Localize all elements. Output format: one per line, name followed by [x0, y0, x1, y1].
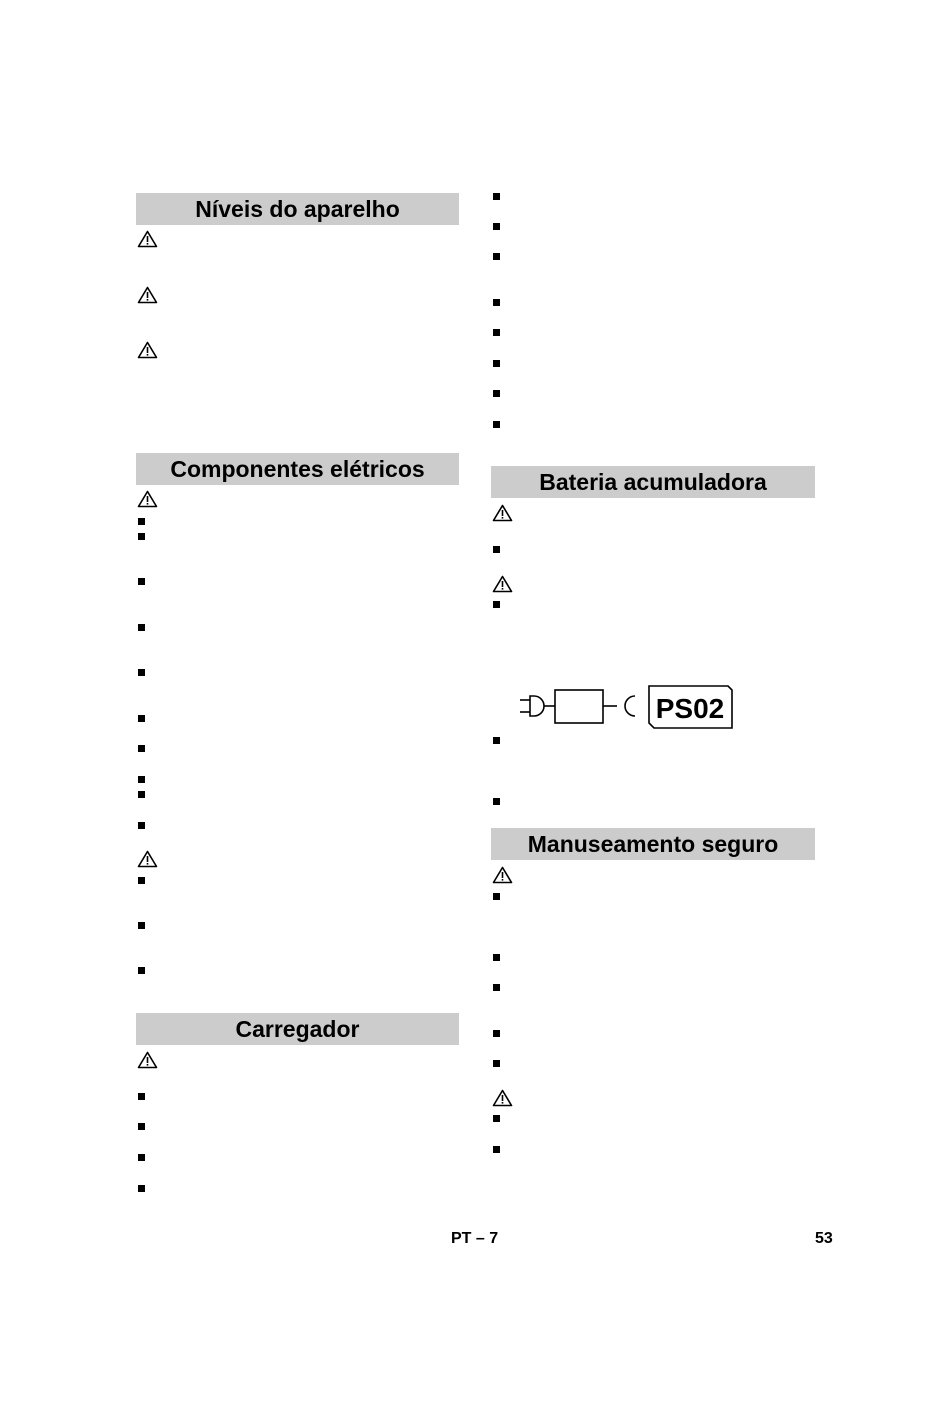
section-heading-carregador: Carregador [136, 1013, 459, 1045]
warning-triangle-icon [492, 866, 513, 884]
section-heading-niveis: Níveis do aparelho [136, 193, 459, 225]
square-bullet-icon [138, 715, 145, 722]
square-bullet-icon [493, 193, 500, 200]
square-bullet-icon [493, 223, 500, 230]
square-bullet-icon [138, 669, 145, 676]
warning-triangle-icon [137, 341, 158, 359]
square-bullet-icon [493, 253, 500, 260]
square-bullet-icon [138, 877, 145, 884]
warning-triangle-icon [137, 286, 158, 304]
section-heading-componentes: Componentes elétricos [136, 453, 459, 485]
plug-charger-socket-icon [518, 684, 736, 732]
square-bullet-icon [138, 1154, 145, 1161]
square-bullet-icon [493, 1115, 500, 1122]
square-bullet-icon [138, 1123, 145, 1130]
square-bullet-icon [493, 1060, 500, 1067]
square-bullet-icon [493, 329, 500, 336]
square-bullet-icon [493, 1030, 500, 1037]
square-bullet-icon [493, 390, 500, 397]
square-bullet-icon [493, 546, 500, 553]
warning-triangle-icon [137, 230, 158, 248]
square-bullet-icon [493, 984, 500, 991]
square-bullet-icon [493, 954, 500, 961]
square-bullet-icon [493, 360, 500, 367]
section-heading-bateria: Bateria acumuladora [491, 466, 815, 498]
square-bullet-icon [138, 624, 145, 631]
square-bullet-icon [138, 533, 145, 540]
ps02-label: PS02 [655, 693, 725, 724]
page-code: PT – 7 [451, 1230, 499, 1247]
square-bullet-icon [138, 1093, 145, 1100]
square-bullet-icon [138, 578, 145, 585]
warning-triangle-icon [492, 1089, 513, 1107]
plug-charger-diagram [518, 684, 736, 732]
square-bullet-icon [138, 822, 145, 829]
square-bullet-icon [493, 1146, 500, 1153]
square-bullet-icon [493, 893, 500, 900]
warning-triangle-icon [492, 575, 513, 593]
square-bullet-icon [138, 518, 145, 525]
warning-triangle-icon [137, 490, 158, 508]
square-bullet-icon [138, 967, 145, 974]
square-bullet-icon [493, 299, 500, 306]
page-number: 53 [815, 1230, 833, 1247]
warning-triangle-icon [492, 504, 513, 522]
square-bullet-icon [493, 798, 500, 805]
square-bullet-icon [493, 737, 500, 744]
square-bullet-icon [138, 922, 145, 929]
square-bullet-icon [493, 601, 500, 608]
square-bullet-icon [138, 745, 145, 752]
section-heading-manuseamento: Manuseamento seguro [491, 828, 815, 860]
square-bullet-icon [493, 421, 500, 428]
square-bullet-icon [138, 1185, 145, 1192]
warning-triangle-icon [137, 850, 158, 868]
square-bullet-icon [138, 791, 145, 798]
square-bullet-icon [138, 776, 145, 783]
warning-triangle-icon [137, 1051, 158, 1069]
